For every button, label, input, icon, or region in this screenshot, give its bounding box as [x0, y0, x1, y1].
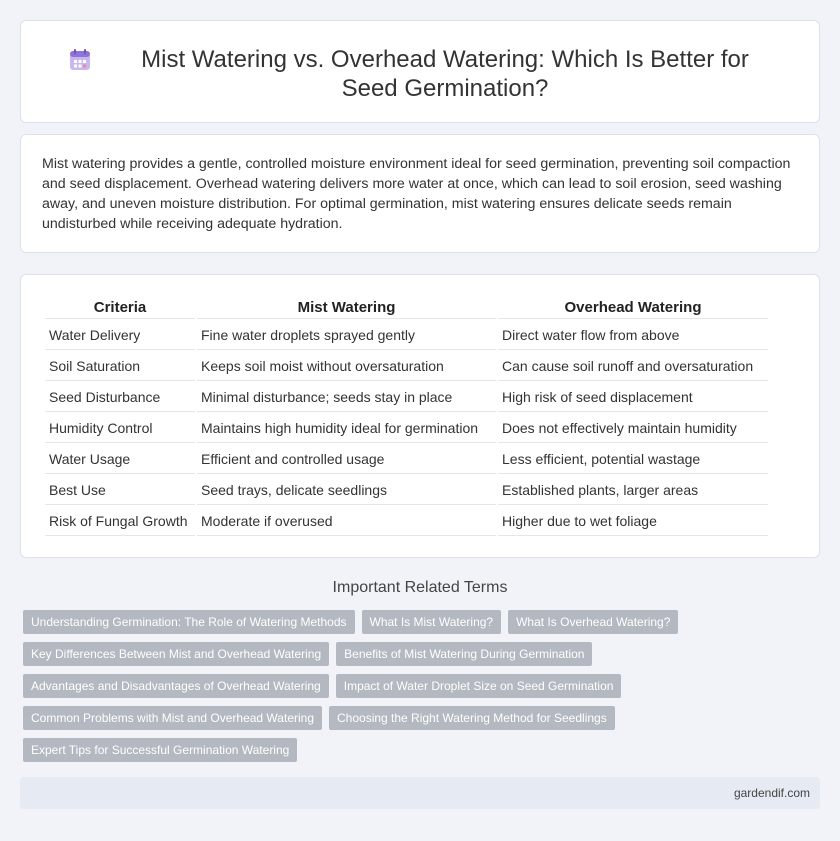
table-cell-mist: Seed trays, delicate seedlings	[197, 476, 496, 505]
table-cell-overhead: Established plants, larger areas	[498, 476, 768, 505]
table-cell-criteria: Water Delivery	[45, 321, 195, 350]
table-cell-overhead: Does not effectively maintain humidity	[498, 414, 768, 443]
column-header-overhead: Overhead Watering	[498, 297, 768, 319]
table-header-row	[45, 297, 768, 319]
footer	[20, 777, 820, 809]
related-term-link[interactable]: Key Differences Between Mist and Overhead Watering	[23, 642, 329, 666]
table-row	[45, 507, 768, 536]
table-cell-mist: Fine water droplets sprayed gently	[197, 321, 496, 350]
table-cell-criteria: Soil Saturation	[45, 352, 195, 381]
table-cell-criteria: Humidity Control	[45, 414, 195, 443]
related-term-link[interactable]: Benefits of Mist Watering During Germination	[336, 642, 592, 666]
table-cell-mist: Efficient and controlled usage	[197, 445, 496, 474]
related-term-link[interactable]: Advantages and Disadvantages of Overhead Watering	[23, 674, 329, 698]
page-title: Mist Watering vs. Overhead Watering: Which Is Better for Seed Germination?	[141, 46, 749, 102]
table-cell-mist: Moderate if overused	[197, 507, 496, 536]
table-row	[45, 321, 768, 350]
related-term-link[interactable]: Expert Tips for Successful Germination Watering	[23, 738, 297, 762]
table-row	[45, 414, 768, 443]
table-cell-overhead: Higher due to wet foliage	[498, 507, 768, 536]
related-term-link[interactable]: Understanding Germination: The Role of Watering Methods	[23, 610, 355, 634]
table-row	[45, 352, 768, 381]
comparison-table	[43, 295, 770, 538]
related-term-link[interactable]: Common Problems with Mist and Overhead Watering	[23, 706, 322, 730]
related-term-link[interactable]: What Is Mist Watering?	[362, 610, 502, 634]
summary-text: Mist watering provides a gentle, controlled moisture environment ideal for seed germination, preventing soil compaction and seed displacement. Overhead watering delivers more water at once, which can lead to soil erosion, seed washing away, and uneven moisture distribution. For optimal germination, mist watering ensures delicate seeds remain undisturbed while receiving adequate hydration.	[42, 156, 791, 232]
header-card	[20, 20, 820, 123]
table-cell-overhead: Less efficient, potential wastage	[498, 445, 768, 474]
table-cell-criteria: Seed Disturbance	[45, 383, 195, 412]
table-cell-overhead: Can cause soil runoff and oversaturation	[498, 352, 768, 381]
table-cell-overhead: High risk of seed displacement	[498, 383, 768, 412]
comparison-table-card	[20, 274, 820, 558]
table-cell-criteria: Water Usage	[45, 445, 195, 474]
related-term-link[interactable]: What Is Overhead Watering?	[508, 610, 678, 634]
table-row	[45, 383, 768, 412]
table-cell-mist: Keeps soil moist without oversaturation	[197, 352, 496, 381]
related-term-link[interactable]: Impact of Water Droplet Size on Seed Germination	[336, 674, 622, 698]
related-terms-list	[23, 610, 803, 762]
footer-site-link[interactable]: gardendif.com	[733, 786, 810, 800]
table-cell-mist: Maintains high humidity ideal for germination	[197, 414, 496, 443]
column-header-mist: Mist Watering	[197, 297, 496, 319]
summary-card	[20, 134, 820, 253]
table-row	[45, 476, 768, 505]
table-cell-mist: Minimal disturbance; seeds stay in place	[197, 383, 496, 412]
related-terms-heading: Important Related Terms	[332, 579, 508, 596]
table-row	[45, 445, 768, 474]
table-cell-criteria: Risk of Fungal Growth	[45, 507, 195, 536]
table-cell-overhead: Direct water flow from above	[498, 321, 768, 350]
column-header-criteria: Criteria	[45, 297, 195, 319]
related-term-link[interactable]: Choosing the Right Watering Method for Seedlings	[329, 706, 615, 730]
table-cell-criteria: Best Use	[45, 476, 195, 505]
